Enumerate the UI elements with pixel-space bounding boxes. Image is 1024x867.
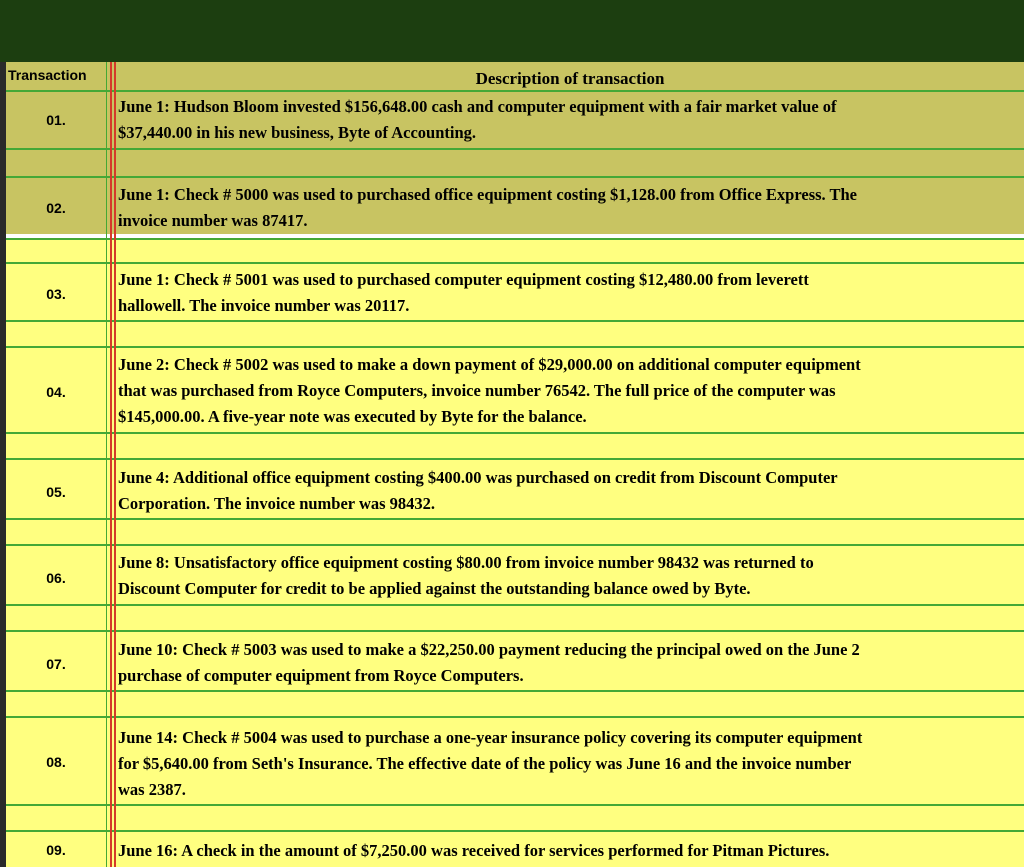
transaction-number: 02. [46, 200, 66, 216]
transaction-row-01 [6, 92, 1024, 148]
header-row [6, 62, 1024, 92]
transaction-description: June 4: Additional office equipment costing $400.00 was purchased on credit from Discount Computer Corporation. The invoice number was 98432. [118, 468, 838, 513]
transaction-description: June 2: Check # 5002 was used to make a down payment of $29,000.00 on additional computer equipment that was purchased from Royce Computers, invoice number 76542. The full price of the computer was $145,000.00. A five-year note was executed by Byte for the balance. [118, 355, 861, 426]
description-column-header: Description of transaction [475, 69, 665, 88]
transaction-column-header: Transaction [8, 67, 87, 83]
transaction-description: June 16: A check in the amount of $7,250.00 was received for services performed for Pitman Pictures. [118, 841, 830, 860]
transaction-number: 07. [46, 656, 66, 672]
transaction-description: June 14: Check # 5004 was used to purchase a one-year insurance policy covering its computer equipment for $5,640.00 from Seth's Insurance. The effective date of the policy was June 16 and the invoice number was 2387. [118, 728, 863, 799]
transaction-number: 04. [46, 384, 66, 400]
transaction-number: 09. [46, 842, 66, 858]
column-divider-red [110, 62, 112, 867]
transaction-description: June 8: Unsatisfactory office equipment costing $80.00 from invoice number 98432 was returned to Discount Computer for credit to be applied against the outstanding balance owed by Byte. [118, 553, 814, 598]
transaction-number: 08. [46, 754, 66, 770]
transaction-row-07 [6, 632, 1024, 690]
transaction-row-04 [6, 348, 1024, 432]
transaction-sheet [6, 62, 1024, 867]
transaction-row-09 [6, 832, 1024, 867]
transaction-row-05 [6, 460, 1024, 518]
transaction-description: June 10: Check # 5003 was used to make a $22,250.00 payment reducing the principal owed on the June 2 purchase of computer equipment from Royce Computers. [118, 640, 860, 685]
transaction-number: 01. [46, 112, 66, 128]
transaction-row-02 [6, 178, 1024, 234]
transaction-description: June 1: Hudson Bloom invested $156,648.00 cash and computer equipment with a fair market value of $37,440.00 in his new business, Byte of Accounting. [118, 97, 837, 142]
column-divider [106, 62, 107, 867]
transaction-row-08 [6, 718, 1024, 804]
transaction-row-03 [6, 264, 1024, 320]
transaction-number: 06. [46, 570, 66, 586]
transaction-description: June 1: Check # 5000 was used to purchased office equipment costing $1,128.00 from Office Express. The invoice number was 87417. [118, 185, 857, 230]
transaction-number: 05. [46, 484, 66, 500]
transaction-row-06 [6, 546, 1024, 604]
transaction-description: June 1: Check # 5001 was used to purchased computer equipment costing $12,480.00 from leverett hallowell. The invoice number was 20117. [118, 270, 809, 315]
column-divider-red [114, 62, 116, 867]
top-bar [0, 0, 1024, 62]
transaction-number: 03. [46, 286, 66, 302]
